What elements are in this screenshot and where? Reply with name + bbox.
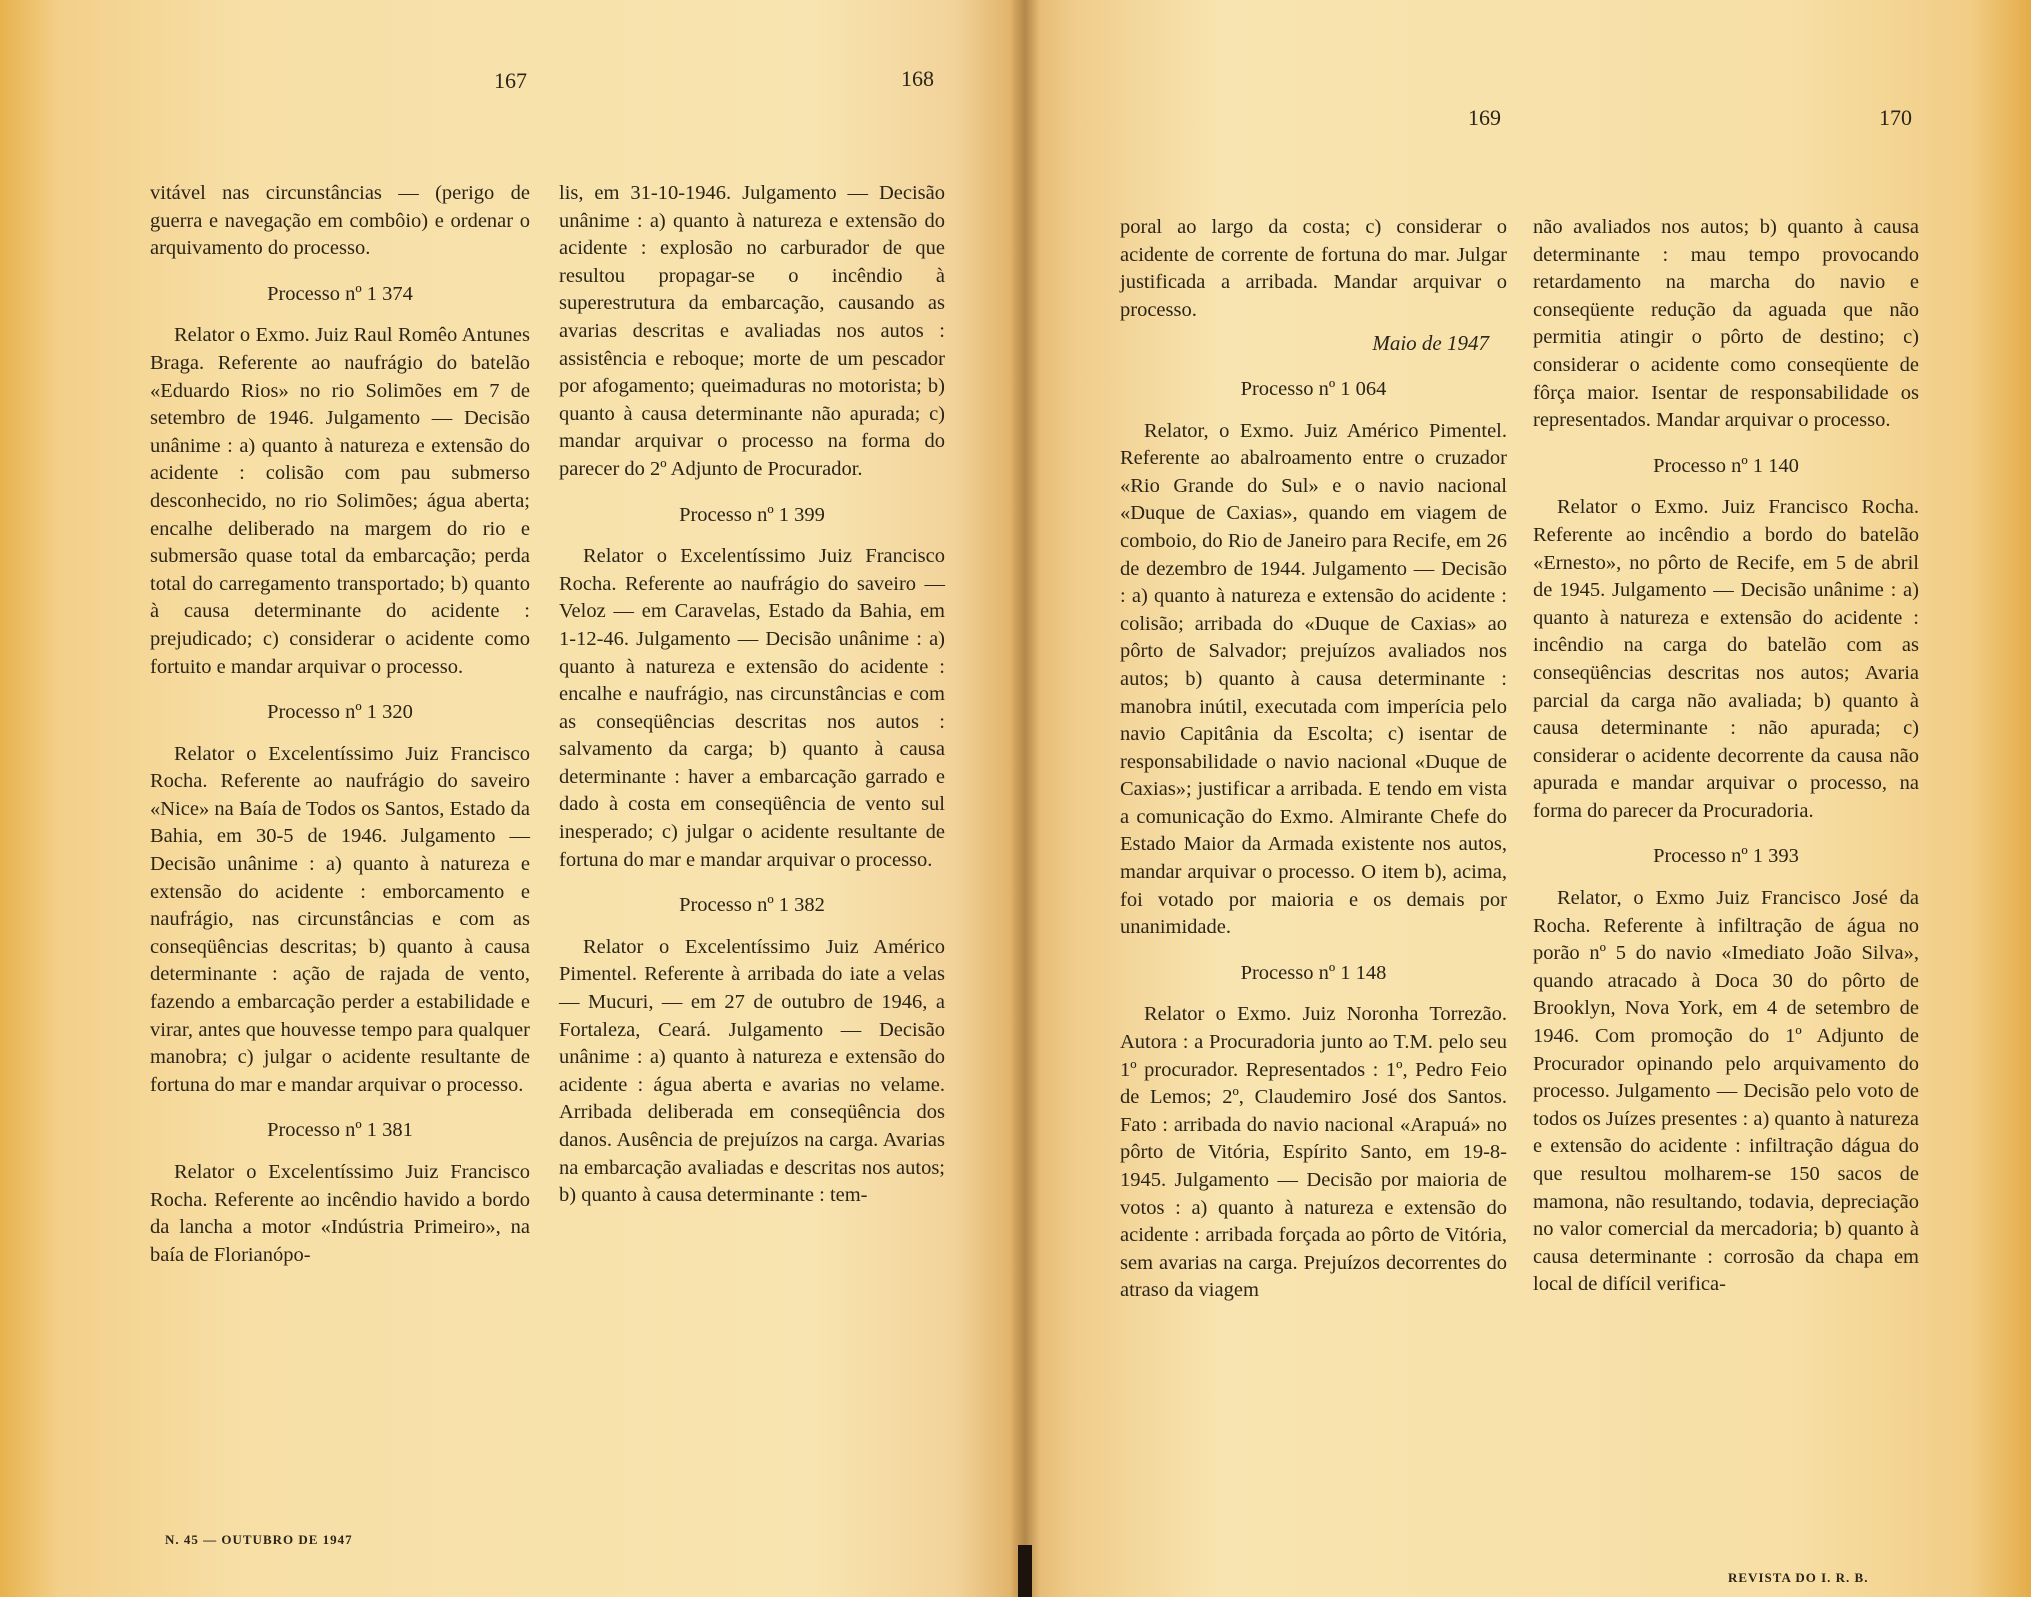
paragraph: Relator, o Exmo Juiz Francisco José da Rocha. Referente à infiltração de água no porão nº 5 do navio «Imediato João Silva», quando atracado à Doca 30 do pôrto de Brooklyn, Nova York, em 4 de setembro de 1946. Com promoção do 1º Adjunto de Procurador opinando pelo arquivamento do processo. Julgamento — Decisão pelo voto de todos os Juízes presentes : a) quanto à natureza e extensão do acidente : infiltração dágua do que resultou molharem-se 150 sacos de mamona, não resultando, todavia, depreciação no valor comercial da mercadoria; b) quanto à causa determinante : corrosão da chapa em local de difícil verifica- (1533, 887, 1919, 1296)
page-number-168: 168 (901, 66, 934, 91)
processo-heading: Processo nº 1 064 (1240, 377, 1387, 400)
paragraph: Relator o Excelentíssimo Juiz Américo Pimentel. Referente à arribada do iate a velas — Mucuri, — em 27 de outubro de 1946, a Fortaleza, Ceará. Julgamento — Decisão unânime : a) quanto à natureza e extensão do acidente : água aberta e avarias no velame. Arribada deliberada em conseqüência dos danos. Ausência de prejuízos na carga. Avarias na embarcação avaliadas e descritas nos autos; b) quanto à causa determinante : tem- (559, 935, 945, 1207)
paragraph: Relator o Excelentíssimo Juiz Francisco Rocha. Referente ao naufrágio do saveiro — Veloz — em Caravelas, Estado da Bahia, em 1-12-46. Julgamento — Decisão unânime : a) quanto à natureza e extensão do acidente : encalhe e naufrágio, nas circunstâncias e com as conseqüências descritas nos autos : salvamento da carga; b) quanto à causa determinante : haver a embarcação garrado e dado à costa em conseqüência de vento sul inesperado; c) julgar o acidente resultante de fortuna do mar e mandar arquivar o processo. (559, 545, 945, 871)
paragraph: Relator o Exmo. Juiz Noronha Torrezão. Autora : a Procuradoria junto ao T.M. pelo seu 1º procurador. Representados : 1º, Pedro Feio de Lemos; 2º, Claudemiro José dos Santos. Fato : arribada do navio nacional «Arapuá» no pôrto de Vitória, Espírito Santo, em 19-8-1945. Julgamento — Decisão por maioria de votos : a) quanto à natureza e extensão do acidente : arribada forçada ao pôrto de Vitória, sem avarias na carga. Prejuízos decorrentes do atraso da viagem (1120, 1003, 1507, 1302)
column-4 (1533, 214, 1919, 1299)
page-number-170: 170 (1879, 105, 1912, 130)
processo-heading: Processo nº 1 320 (267, 701, 413, 724)
column-3 (1120, 214, 1507, 1305)
paragraph: Relator o Excelentíssimo Juiz Francisco Rocha. Referente ao incêndio havido a bordo da lancha a motor «Indústria Primeiro», na baía de Florianópo- (150, 1161, 530, 1266)
paragraph: Relator o Exmo. Juiz Raul Romêo Antunes Braga. Referente ao naufrágio do batelão «Eduardo Rios» no rio Solimões em 7 de setembro de 1946. Julgamento — Decisão unânime : a) quanto à natureza e extensão do acidente : colisão com pau submerso desconhecido, no rio Solimões; água aberta; encalhe deliberado na margem do rio e submersão quase total da embarcação; perda total do carregamento transportado; b) quanto à causa determinante do acidente : prejudicado; c) considerar o acidente como fortuito e mandar arquivar o processo. (150, 324, 530, 678)
column-2 (559, 180, 945, 1210)
right-page (1025, 0, 2031, 1597)
paragraph: Relator o Excelentíssimo Juiz Francisco Rocha. Referente ao naufrágio do saveiro «Nice» na Baía de Todos os Santos, Estado da Bahia, em 30-5 de 1946. Julgamento — Decisão unânime : a) quanto à natureza e extensão do acidente : emborcamento e naufrágio, nas circunstâncias e com as conseqüências descritas; b) quanto à causa determinante : ação de rajada de vento, fazendo a embarcação perder a estabilidade e virar, antes que houvesse tempo para qualquer manobra; c) julgar o acidente resultante de fortuna do mar e mandar arquivar o processo. (150, 742, 530, 1096)
paragraph: não avaliados nos autos; b) quanto à causa determinante : mau tempo provocando retardamento na marcha do navio e conseqüente redução da aguada que não permitia atingir o pôrto de destino; c) considerar o acidente como conseqüente de fôrça maior. Isentar de responsabilidade os representados. Mandar arquivar o processo. (1533, 216, 1919, 432)
page-number-167: 167 (494, 68, 527, 93)
paragraph: Relator o Exmo. Juiz Francisco Rocha. Referente ao incêndio a bordo do batelão «Ernesto», no pôrto de Recife, em 5 de abril de 1945. Julgamento — Decisão unânime : a) quanto à natureza e extensão do acidente : incêndio na carga do batelão com as conseqüências descritas nos autos; Avaria parcial da carga não avaliada; b) quanto à causa determinante : não apurada; c) considerar o acidente decorrente da causa não apurada e mandar arquivar o processo, na forma do parecer da Procuradoria. (1533, 496, 1919, 822)
paragraph: vitável nas circunstâncias — (perigo de guerra e navegação em combôio) e ordenar o arquivamento do processo. (150, 182, 530, 260)
footer-left: N. 45 — OUTUBRO DE 1947 (165, 1532, 353, 1547)
processo-heading: Processo nº 1 374 (267, 282, 413, 305)
column-1 (150, 180, 530, 1269)
paragraph: poral ao largo da costa; c) considerar o acidente de corrente de fortuna do mar. Julgar justificada a arribada. Mandar arquivar o processo. (1120, 216, 1507, 321)
processo-heading: Processo nº 1 381 (267, 1119, 413, 1142)
paragraph: lis, em 31-10-1946. Julgamento — Decisão unânime : a) quanto à natureza e extensão do acidente : explosão no carburador de que resultou propagar-se o incêndio à superestrutura da embarcação, causando as avarias descritas e avaliadas nos autos : assistência e reboque; morte de um pescador por afogamento; queimaduras no motorista; b) quanto à causa determinante não apurada; c) mandar arquivar o processo na forma do parecer do 2º Adjunto de Procurador. (559, 182, 945, 480)
processo-heading: Processo nº 1 399 (679, 503, 825, 526)
processo-heading: Processo nº 1 393 (1653, 845, 1799, 868)
paragraph: Relator, o Exmo. Juiz Américo Pimentel. Referente ao abalroamento entre o cruzador «Rio Grande do Sul» e o navio nacional «Duque de Caxias», quando em viagem de comboio, do Rio de Janeiro para Recife, em 26 de dezembro de 1944. Julgamento — Decisão : a) quanto à natureza e extensão do acidente : colisão; arribada do «Duque de Caxias» ao pôrto de Salvador; prejuízos avaliados nos autos; b) quanto à causa determinante : manobra inútil, executada com imperícia pelo navio Capitânia da Escolta; c) isentar de responsabilidade o navio nacional «Duque de Caxias»; justificar a arribada. E tendo em vista a comunicação do Exmo. Almirante Chefe do Estado Maior da Armada existente nos autos, mandar arquivar o processo. O item b), acima, foi votado por maioria e os demais por unanimidade. (1120, 419, 1507, 939)
processo-heading: Processo nº 1 382 (679, 894, 825, 917)
footer-right: REVISTA DO I. R. B. (1728, 1570, 1869, 1585)
processo-heading: Processo nº 1 148 (1240, 961, 1387, 984)
page-number-169: 169 (1468, 105, 1501, 130)
processo-heading: Processo nº 1 140 (1653, 454, 1799, 477)
month-heading: Maio de 1947 (1372, 331, 1489, 356)
